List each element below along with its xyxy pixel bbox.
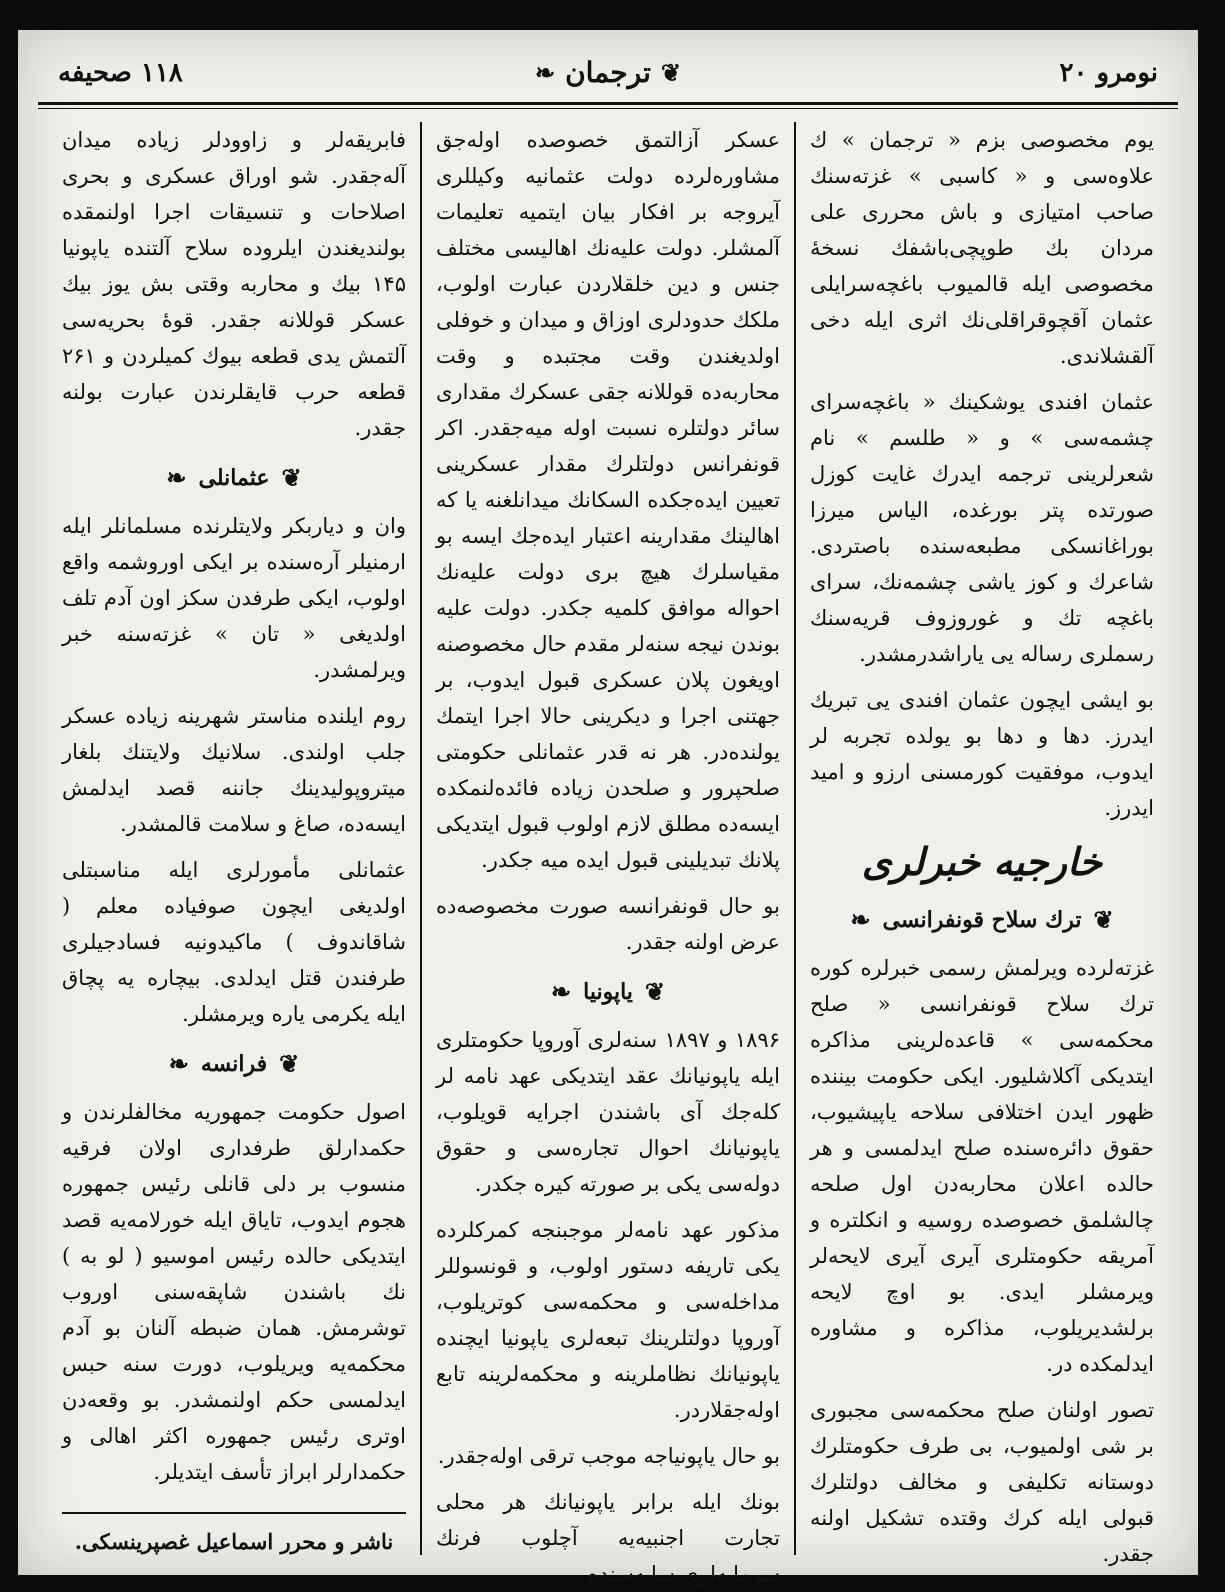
paragraph: فابریقه‌لر و زاوودلر زیاده میدان آله‌جقدر. شو اوراق عسکری و بحری اصلاحات و تنسیقات اجرا اولنمقده بولندیغندن ایلروده سلاح آلتنده یاپونیا ۱۴۵ بیك و محاربه وقتی بش یوز بیك عسکر قوللانه جقدر. قوهٔ بحریه‌سی آلتمش یدی قطعه بیوك کمیلردن و ۲۶۱ قطعه حرب قایقلرندن عبارت بولنه جقدر. <box>62 128 406 440</box>
ornament-icon: ❧ <box>168 1049 189 1078</box>
sub-heading <box>810 902 1154 938</box>
sub-heading-text: ترك سلاح قونفرانسی <box>882 907 1082 933</box>
ornament-icon: ❦ <box>281 463 302 492</box>
paragraph: یوم مخصوصی بزم « ترجمان » ك علاوه‌سی و « کاسبی » غزته‌سنك صاحب امتیازی و باش محرری علی مردان بك طوپچی‌باشفك نسخهٔ مخصوصی ایله قالمیوب باغچه‌سرایلی عثمان آقچوقراقلی‌نك اثری ایله دخی آلقشلاندی. <box>810 128 1154 368</box>
ornament-icon: ❧ <box>551 977 572 1006</box>
paragraph: غزته‌لرده ویرلمش رسمی خبرلره کوره ترك سلاح قونفرانسی « صلح محکمه‌سی » قاعده‌لرینی مذاکره ایتدیکی آکلاشلیور. ایکی حکومت بیننده ظهور ایدن اختلافی سلاحه یاپیشیوب، حقوق دائره‌سنده صلح ایدلمسی و هر حالده اعلان محاربه‌دن اول صلحه چالشلمق خصوصده روسیه و انکلتره و آمریقه حکومتلری آیری آیری لایحه‌لر ویرمشلر ایدی. بو اوچ لایحه برلشدیریلوب، مذاکره و مشاوره ایدلمکده در. <box>810 956 1154 1376</box>
section-heading: خارجیه خبرلری <box>861 839 1103 884</box>
columns <box>48 122 1168 1586</box>
paragraph: روم ایلنده مناستر شهرینه زیاده عسکر جلب اولندی. سلانیك ولایتنك بلغار میتروپولیدینك جاننه قصد ایدلمش ایسه‌ده، صاغ و سلامت قالمشدر. <box>62 704 406 836</box>
ornament-icon: ❧ <box>850 905 871 934</box>
paragraph: بو حال قونفرانسه صورت مخصوصه‌ده عرض اولنه جقدر. <box>436 894 780 954</box>
ornament-icon: ❦ <box>279 1049 300 1078</box>
header-rule-thin <box>38 108 1178 109</box>
newspaper-title <box>535 56 681 89</box>
paragraph: بو حال یاپونیاجه موجب ترقی اوله‌جقدر. <box>437 1444 780 1468</box>
ornament-icon: ❧ <box>534 57 556 87</box>
ornament-icon: ❦ <box>1093 905 1114 934</box>
paragraph: عثمان افندی یوشکینك « باغچه‌سرای چشمه‌سی » و « طلسم » نام شعرلرینی ترجمه ایدرك غایت کوزل صورتده پتر بورغده، الیاس میرزا بوراغانسکی مطبعه‌سنده باصتردی. شاعرك و کوز یاشی چشمه‌نك، سرای باغچه تك و غوروزوف قریه‌سنك رسملری رساله یی یاراشدرمشدر. <box>810 390 1154 666</box>
paragraph: بونك ایله برابر یاپونیانك هر محلی تجارت اجنبیه‌یه آچلوب فرنك سرمایه‌لری سایه‌سنده <box>436 1490 780 1586</box>
publisher-line: ناشر و محرر اسماعیل غصپرینسکی. <box>74 1529 394 1554</box>
footer-rule <box>62 1512 406 1514</box>
sub-heading-text: یاپونیا <box>583 979 633 1005</box>
paragraph: عثمانلی مأمورلری ایله مناسبتلی اولدیغی ایچون صوفیاده معلم ( شاقاندوف ) ماکیدونیه فسادجیلری طرفندن قتل ایدلدی. بیچاره یه پچاق ایله یکرمی یاره ویرمشلر. <box>62 858 406 1026</box>
header-rule <box>38 102 1178 105</box>
sub-heading <box>62 460 406 496</box>
ornament-icon: ❦ <box>660 57 682 87</box>
page-number: ۱۱۸ صحیفه <box>58 58 183 88</box>
paragraph: وان و دیاربکر ولایتلرنده مسلمانلر ایله ارمنیلر آره‌سنده بر ایکی اوروشمه واقع اولوب، ایکی طرفدن سکز اون آدم تلف اولدیغی « تان » غزته‌سنه خبر ویرلمشدر. <box>62 514 406 682</box>
sub-heading-text: فرانسه <box>200 1051 268 1077</box>
paragraph: بو ایشی ایچون عثمان افندی یی تبریك ایدرز. دها و دها بو یولده تجربه لر ایدوب، موفقیت کورمسنی ارزو و امید ایدرز. <box>810 688 1154 820</box>
title-text: ترجمان <box>565 56 651 89</box>
paragraph: ۱۸۹۶ و ۱۸۹۷ سنه‌لری آوروپا حکومتلری ایله یاپونیانك عقد ایتدیکی عهد نامه لر کله‌جك آی باشندن اجرایه قویلوب، یاپونیانك احوال تجاره‌سی و حقوق دوله‌سی یکی بر صورته کیره جکدر. <box>436 1028 780 1196</box>
sub-heading-text: عثمانلی <box>198 465 270 491</box>
sub-heading <box>436 974 780 1010</box>
paragraph: تصور اولنان صلح محکمه‌سی مجبوری بر شی اولمیوب، بی طرف حکومتلرك دوستانه تکلیفی و مخالف دولتلرك قبولی ایله کرك وقتده تشکیل اولنه جقدر. <box>810 1398 1154 1566</box>
sub-heading <box>62 1046 406 1082</box>
issue-number: نومرو ۲۰ <box>1059 58 1158 88</box>
paragraph: عسکر آزالتمق خصوصده اوله‌جق مشاوره‌لرده دولت عثمانیه وکیللری آیروجه بر افکار بیان ایتمیه تعلیمات آلمشلر. دولت علیه‌نك اهالیسی مختلف جنس و دین خلقلاردن عبارت اولوب، ملکك حدودلری اوزاق و میدان و خوفلی اولدیغندن وقت مجتبده و وقت محاربه‌ده قوللانه جقی عسکرك مقداری سائر دولتلره نسبت اوله میه‌جقدر. اکر قونفرانس دولتلرك مقدار عسکرینی تعیین ایده‌جکده السکانك میدانلغنه یا که اهالینك مقدارینه اعتبار ایده‌جك ایسه بو مقیاسلرك هیچ بری دولت علیه‌نك احواله موافق کلمیه جکدر. دولت علیه بوندن نیجه سنه‌لر مقدم حال مخصوصنه اویغون پلان عسکری قبول ایدوب، بر جهتنی اجرا و دیکرینی حالا اجرا ایتمك یولنده‌در. هر نه قدر عثمانلی حکومتی صلحپرور و صلحدن زیاده فائده‌لنمکده ایسه‌ده مطلق لازم اولوب قبول ایتدیکی پلانك تبدیلینی قبول ایده میه جکدر. <box>436 128 780 872</box>
ornament-icon: ❦ <box>644 977 665 1006</box>
paragraph: مذکور عهد نامه‌لر موجبنجه کمرکلرده یکی تاریفه دستور اولوب، و قونسوللر مداخله‌سی و محکمه‌سی کوتریلوب، آوروپا دولتلرینك تبعه‌لری یاپونیا ایچنده یاپونیانك نظاملرینه و محکمه‌لرینه تابع اوله‌جقلاردر. <box>436 1218 780 1422</box>
paragraph: اصول حکومت جمهوریه مخالفلرندن و حکمدارلق طرفداری اولان فرقیه منسوب بر دلی قانلی رئیس جمهوره هجوم ایدوب، تایاق ایله خورلامه‌یه قصد ایتدیکی حالده رئیس اموسیو ( لو به ) نك باشندن شاپقه‌سنی اوروب توشرمش. همان ضبطه آلنان بو آدم محکمه‌یه ویریلوب، دورت سنه حبس ایدلمسی حکم اولنمشدر. بو وقعه‌دن اوتری رئیس جمهوره اکثر اهالی و حکمدارلر ابراز تأسف ایتدیلر. <box>62 1100 406 1484</box>
newspaper-page <box>18 30 1198 1586</box>
column-middle <box>422 122 796 1586</box>
column-right <box>796 122 1168 1566</box>
masthead <box>38 48 1178 108</box>
column-left <box>48 122 422 1555</box>
ornament-icon: ❧ <box>166 463 187 492</box>
